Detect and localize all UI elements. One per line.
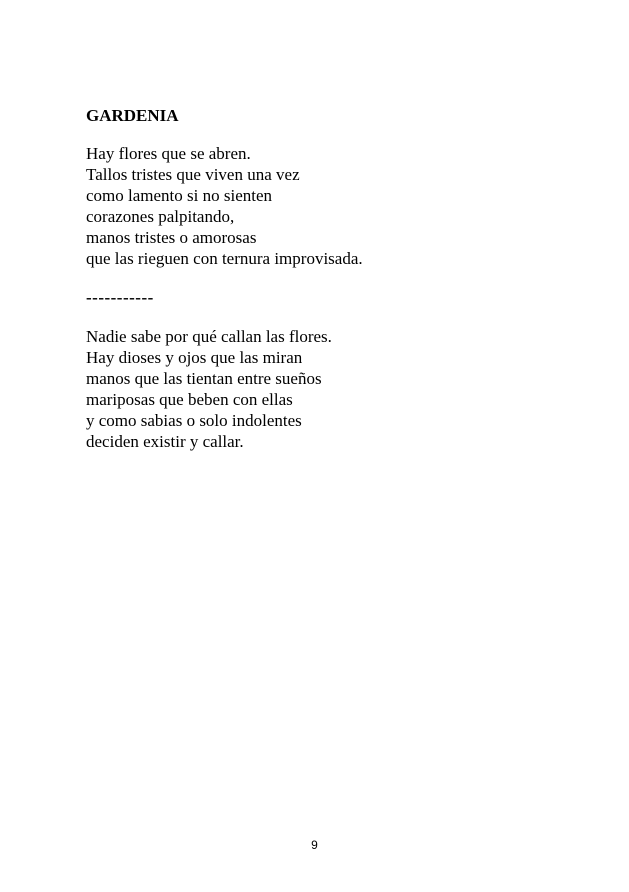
poem-line: corazones palpitando,	[86, 207, 235, 226]
poem-line: como lamento si no sienten	[86, 186, 273, 205]
poem-line: Hay dioses y ojos que las miran	[86, 348, 303, 367]
poem-line: que las rieguen con ternura improvisada.	[86, 249, 363, 268]
stanza-2	[86, 326, 556, 452]
poem-line: manos tristes o amorosas	[86, 228, 257, 247]
poem-line: Hay flores que se abren.	[86, 144, 251, 163]
poem-body	[86, 105, 556, 452]
poem-line: deciden existir y callar.	[86, 432, 244, 451]
poem-line: Tallos tristes que viven una vez	[86, 165, 300, 184]
section-separator: -----------	[86, 288, 154, 307]
stanza-gap	[86, 308, 556, 326]
stanza-1	[86, 143, 556, 269]
poem-line: mariposas que beben con ellas	[86, 390, 293, 409]
poem-title: GARDENIA	[86, 106, 179, 125]
poem-line: Nadie sabe por qué callan las flores.	[86, 327, 332, 346]
page-number: 9	[311, 838, 318, 852]
poem-line: manos que las tientan entre sueños	[86, 369, 322, 388]
stanza-gap	[86, 269, 556, 287]
poem-line: y como sabias o solo indolentes	[86, 411, 302, 430]
